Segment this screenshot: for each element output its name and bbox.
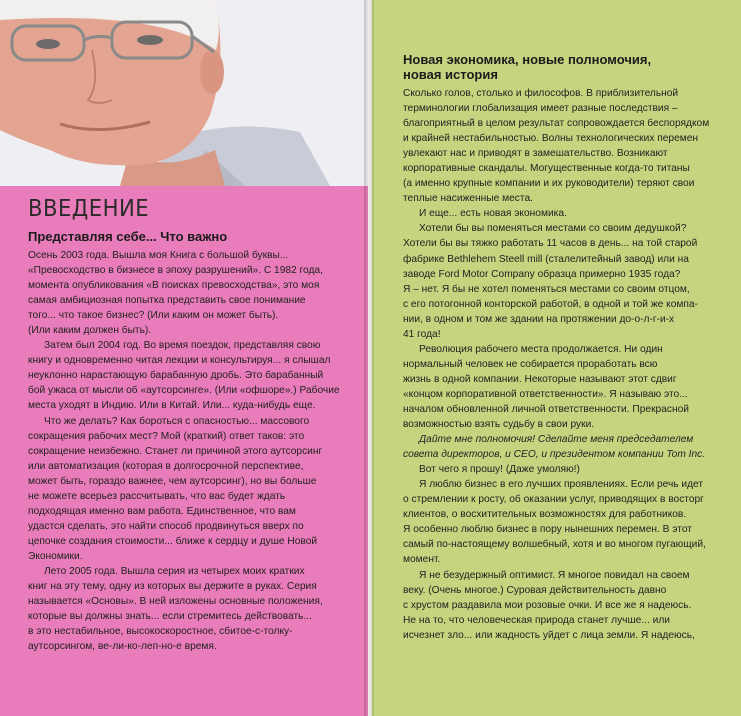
right-page xyxy=(372,0,741,716)
paragraph: Революция рабочего места продолжается. Ни один нормальный человек не собирается проработать всю жизнь в одной компании. Некоторые называют этот сдвиг «концом корпоративной ответственности». Я называю это... началом обновленной личной ответственности. Прекрасной возможностью взять судьбу в свои руки. xyxy=(403,343,689,431)
paragraph: Я люблю бизнес в его лучших проявлениях. Если речь идет о стремлении к росту, об оказании услуг, приводящих в восторг клиентов, о восхитительных возможностях для работников. Я особенно люблю бизнес в пору нынешних перемен. В этот самый по-настоящему волшебный, хотя и во многом пугающий, момент. xyxy=(403,479,706,566)
paragraph: Лето 2005 года. Вышла серия из четырех моих кратких книг на эту тему, одну из которых вы держите в руках. Серия называется «Основы». В ней изложены основные положения, которые вы должны знать... если стремитесь действовать... в это нестабильное, высокоскоростное, сбитое-с-толку- аутсорсингом, ве-ли-ко-леп-но-е время. xyxy=(28,565,323,653)
right-body-text xyxy=(403,86,733,643)
paragraph: Осень 2003 года. Вышла моя Книга с большой буквы... «Превосходство в бизнесе в эпоху разрушений». С 1982 года, момента опубликования «В поисках превосходства», это моя самая амбициозная попытка представить свое понимание того... что такое бизнес? (Или каким он может быть). (Или каким должен быть). xyxy=(28,250,323,337)
left-body-text xyxy=(28,248,340,654)
paragraph: И еще... есть новая экономика. xyxy=(419,208,567,220)
paragraph: Хотели бы вы поменяться местами со своим дедушкой? Хотели бы вы тяжко работать 11 часов в день... на той старой фабрике Bethlehem Steell mill (сталелитейный завод) или на заводе Ford Motor Company образца примерно 1935 года? Я – нет. Я бы не хотел поменяться местами со своим отцом, с его потогонной конторской работой, в одной и той же компа- нии, в одном и том же здании на протяжении до-о-л-г-и-х 41 года! xyxy=(403,223,698,340)
section-heading: Представляя себе... Что важно xyxy=(28,229,228,244)
paragraph: Я не безудержный оптимист. Я многое повидал на своем веку. (Очень многое.) Суровая действительность давно с хрустом раздавила мои розовые очки. И все же я надеюсь. Не на то, что человеческая природа станет лучше... или исчезнет зло... или жадность уйдет с лица земли. Я надеюсь, xyxy=(403,569,695,641)
author-portrait-icon xyxy=(0,0,368,186)
paragraph-italic: Дайте мне полномочия! Сделайте меня председателем совета директоров, и CEO, и президентом компании Tom Inc. xyxy=(403,434,706,461)
left-page xyxy=(0,0,368,716)
paragraph: Что же делать? Как бороться с опасностью... массового сокращения рабочих мест? Мой (краткий) ответ таков: это сокращение неизбежно. Станет ли причиной этого аутсорсинг или автоматизация (которая в долгосрочной перспективе, может быть, гораздо важнее, чем аутсорсинг), но вы больше не можете всерьез рассчитывать, что вас будет ждать подходящая именно вам работа. Единственное, что вам удастся сделать, это найти способ продвинуться вверх по цепочке создания стоимости... ближе к сердцу и душе Новой Экономики. xyxy=(28,415,323,562)
chapter-title: ВВЕДЕНИЕ xyxy=(28,196,150,222)
paragraph: Сколько голов, столько и философов. В приблизительной терминологии глобализация имеет разные последствия – благоприятный в целом результат сопровождается беспорядком и крайней нестабильностью. Волны технологических перемен увлекают нас и приводят в замешательство. Возникают корпоративные скандалы. Могущественные когда-то титаны (а именно крупные компании и их руководители) теряют свои теплые насиженные места. xyxy=(403,88,710,205)
book-gutter xyxy=(364,0,374,716)
paragraph: Затем был 2004 год. Во время поездок, представляя свою книгу и одновременно читая лекции и консультируя... я слышал неуклонно нарастающую барабанную дробь. Это барабанный бой ужаса от мысли об «аутсорсинге». (Или «офшоре».) Рабочие места уходят в Индию. Или в Китай. Или... куда-нибудь еще. xyxy=(28,340,340,412)
paragraph: Вот чего я прошу! (Даже умоляю!) xyxy=(419,464,580,476)
section-heading: Новая экономика, новые полномочия, новая история xyxy=(403,52,652,82)
